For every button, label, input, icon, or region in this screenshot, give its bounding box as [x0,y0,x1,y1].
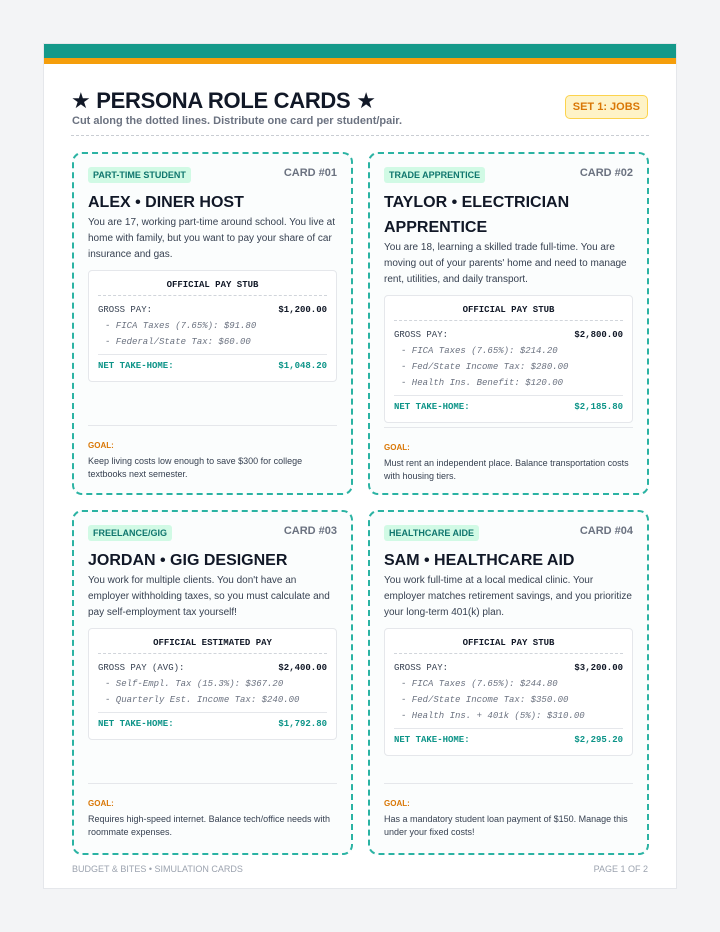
deduction-line: - Fed/State Income Tax: $350.00 [401,695,569,705]
page-title: ★ PERSONA ROLE CARDS ★ [71,88,376,113]
gross-pay-value: $1,200.00 [278,304,327,315]
gross-pay-value: $3,200.00 [574,662,623,673]
persona-name: ALEX • DINER HOST [88,194,244,211]
gross-pay-label: GROSS PAY (AVG): [98,662,185,673]
footer-page-number: PAGE 1 OF 2 [593,864,648,874]
deduction-line: - FICA Taxes (7.65%): $244.80 [401,679,558,689]
net-take-home-value: $1,048.20 [278,361,327,371]
card-tag: TRADE APPRENTICE [384,167,485,183]
pay-stub-title: OFFICIAL ESTIMATED PAY [98,638,327,654]
pay-stub [88,628,337,740]
card-number: CARD #01 [283,167,337,179]
goal-divider [88,783,337,784]
deduction-line: - FICA Taxes (7.65%): $91.80 [105,321,257,331]
card-number: CARD #03 [283,525,337,537]
card-tag: PART-TIME STUDENT [88,167,191,183]
deduction-line: - Health Ins. + 401k (5%): $310.00 [401,711,585,721]
persona-card-sam [368,510,649,855]
pay-stub-title: OFFICIAL PAY STUB [394,638,623,654]
net-take-home-value: $1,792.80 [278,719,327,729]
role-card-sheet [43,43,677,889]
gross-pay-value: $2,800.00 [574,329,623,340]
persona-name: SAM • HEALTHCARE AID [384,552,575,569]
net-take-home-row [394,395,623,414]
header-band-orange [44,58,676,64]
net-take-home-label: NET TAKE-HOME: [394,402,470,412]
net-take-home-label: NET TAKE-HOME: [394,735,470,745]
pay-stub-title: OFFICIAL PAY STUB [394,305,623,321]
persona-card-alex [72,152,353,495]
net-take-home-row [98,712,327,731]
persona-name: JORDAN • GIG DESIGNER [88,552,288,569]
deduction-line: - FICA Taxes (7.65%): $214.20 [401,346,558,356]
pay-stub [88,270,337,382]
deduction-line: - Fed/State Income Tax: $280.00 [401,362,569,372]
footer-left: BUDGET & BITES • SIMULATION CARDS [72,864,243,874]
goal-divider [88,425,337,426]
net-take-home-value: $2,185.80 [574,402,623,412]
page-subtitle: Cut along the dotted lines. Distribute one card per student/pair. [72,115,403,127]
goal-label: GOAL: [384,443,410,452]
net-take-home-row [394,728,623,747]
persona-card-jordan [72,510,353,855]
net-take-home-row [98,354,327,373]
goal-text: Has a mandatory student loan payment of $150. Manage this under your fixed costs! [384,814,628,837]
goal-divider [384,783,633,784]
persona-description: You work for multiple clients. You don't have an employer withholding taxes, so you must calculate and pay self-employment tax yourself! [88,575,330,618]
goal-text: Requires high-speed internet. Balance tech/office needs with roommate expenses. [88,814,330,837]
card-number: CARD #02 [579,167,633,179]
goal-label: GOAL: [88,441,114,450]
net-take-home-value: $2,295.20 [574,735,623,745]
gross-pay-label: GROSS PAY: [394,329,449,340]
persona-description: You are 17, working part-time around school. You live at home with family, but you want to pay your share of car insurance and gas. [88,217,336,260]
deduction-line: - Health Ins. Benefit: $120.00 [401,378,564,388]
gross-pay-row [98,659,327,676]
card-number: CARD #04 [579,525,633,537]
goal-divider [384,427,633,428]
gross-pay-row [394,326,623,343]
goal-text: Keep living costs low enough to save $300 for college textbooks next semester. [88,456,303,479]
goal-label: GOAL: [384,799,410,808]
persona-description: You work full-time at a local medical clinic. Your employer matches retirement savings, and you prioritize your long-term 401(k) plan. [384,575,632,618]
set-badge: SET 1: JOBS [565,95,648,119]
pay-stub [384,628,633,756]
persona-card-taylor [368,152,649,495]
header-band-teal [44,44,676,58]
cut-line-divider [71,135,649,136]
goal-text: Must rent an independent place. Balance transportation costs with housing tiers. [384,458,629,481]
persona-name: TAYLOR • ELECTRICIAN APPRENTICE [384,194,570,236]
pay-stub [384,295,633,423]
gross-pay-row [98,301,327,318]
deduction-line: - Self-Empl. Tax (15.3%): $367.20 [105,679,284,689]
gross-pay-label: GROSS PAY: [98,304,153,315]
goal-label: GOAL: [88,799,114,808]
pay-stub-title: OFFICIAL PAY STUB [98,280,327,296]
gross-pay-row [394,659,623,676]
net-take-home-label: NET TAKE-HOME: [98,719,174,729]
card-tag: FREELANCE/GIG [88,525,172,541]
deduction-line: - Federal/State Tax: $60.00 [105,337,251,347]
net-take-home-label: NET TAKE-HOME: [98,361,174,371]
card-tag: HEALTHCARE AIDE [384,525,479,541]
gross-pay-label: GROSS PAY: [394,662,449,673]
gross-pay-value: $2,400.00 [278,662,327,673]
deduction-line: - Quarterly Est. Income Tax: $240.00 [105,695,300,705]
persona-description: You are 18, learning a skilled trade full-time. You are moving out of your parents' home and need to manage rent, utilities, and daily transport. [384,242,627,285]
